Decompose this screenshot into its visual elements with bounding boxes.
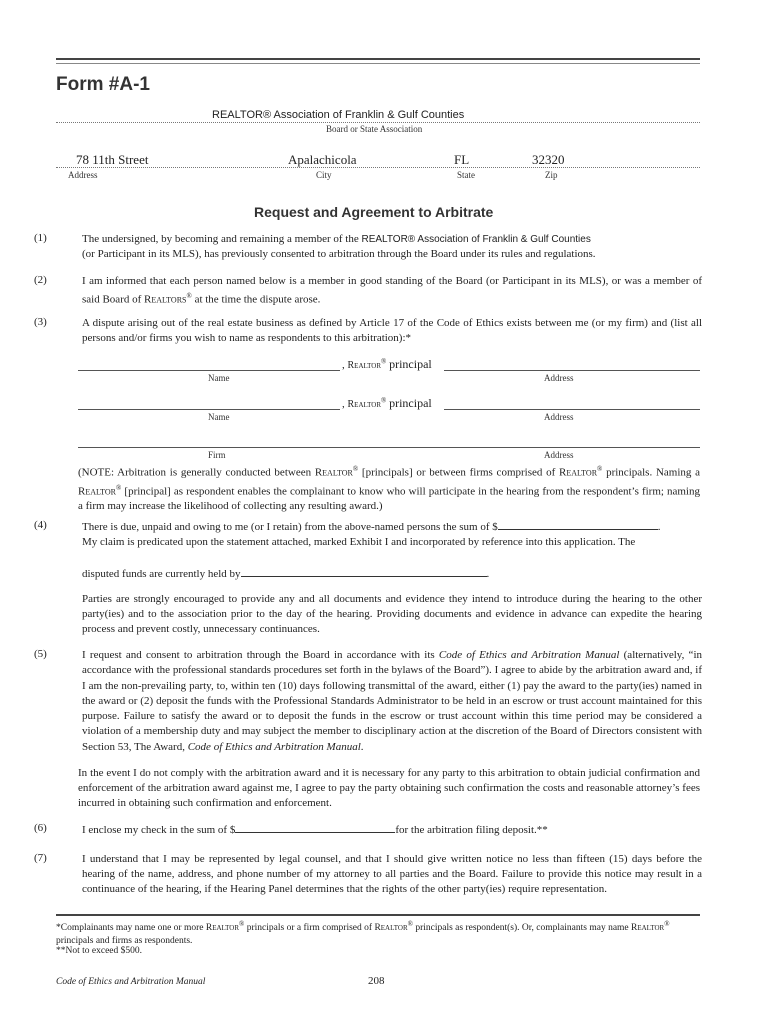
p5-event: In the event I do not comply with the arbitration award and it is necessary for any party to this arbitration to obtain judicial confirmation and enforcement of the arbitration award against me, I agree to pay the party obtaining such confirmation the costs and reasonable attorney’s fees incurred in obtaining such confirmation and enforcement. <box>78 767 700 809</box>
p1-text-b: (or Participant in its MLS), has previously consented to arbitration through the Board under its rules and regulations. <box>82 248 596 260</box>
p4-text-a: There is due, unpaid and owing to me (or I retain) from the above-named persons the sum of $ <box>82 521 498 533</box>
zip-value: 32320 <box>532 152 565 167</box>
reg-mark: ® <box>381 357 387 366</box>
address-line <box>56 167 700 168</box>
respondent2-name-label: Name <box>208 412 230 422</box>
principal-label: principal <box>389 357 432 371</box>
p5-manual: Code of Ethics and Arbitration Manual <box>187 740 361 753</box>
p1-number: (1) <box>34 232 47 244</box>
note-text-c: principals. Naming a <box>602 466 701 479</box>
respondent2-address-line[interactable] <box>444 409 700 410</box>
street-value: 78 11th Street <box>76 152 149 167</box>
zip-label: Zip <box>545 170 558 180</box>
p6-text-b: for the arbitration filing deposit.** <box>395 824 548 836</box>
realtor-label: Realtor <box>347 399 382 410</box>
state-label: State <box>457 170 475 180</box>
p5-manual: Code of Ethics and Arbitration Manual <box>438 649 620 661</box>
p4-parties: Parties are strongly encouraged to provide any and all documents and evidence they intend to introduce during the hearing to the other party(ies) and to the association prior to the day of the hearing. Providing documents and evidence in advance can expedite the hearing process and prevent costly, unnecessary continuances. <box>82 593 702 635</box>
p5-text-c: . <box>360 740 364 753</box>
p2-text <box>82 274 702 308</box>
document-title: Request and Agreement to Arbitrate <box>254 204 494 220</box>
footnote-1 <box>56 918 700 948</box>
top-rule <box>56 58 700 60</box>
respondent1-address-line[interactable] <box>444 370 700 371</box>
association-line <box>56 122 700 123</box>
note-reg: ® <box>597 465 603 473</box>
p5-text <box>82 648 702 755</box>
form-title: Form #A-1 <box>56 74 150 95</box>
p4-sum-line[interactable] <box>498 519 658 530</box>
city-label: City <box>316 170 332 180</box>
p5-text-b: (alternatively, “in accordance with the professional standards procedures set forth in the bylaws of the Board”). I agree to abide by the arbitration award and, if I am the non-prevailing party, to, within ten (10) days following transmittal of the award, either (1) pay the award to the party(ies) named in the award or (2) deposit the funds with the Professional Standards Administrator to be held in an escrow or trust account maintained for this purpose. Failure to satisfy the award or to deposit the funds in the escrow or trust account within this time period may be considered a violation of a membership duty and may subject the member to disciplinary action at the discretion of the Board of Directors consistent with Section 53, The Award, <box>82 649 702 753</box>
note-realtor: Realtor <box>559 466 598 479</box>
footnote-reg: ® <box>664 920 670 928</box>
p2-reg: ® <box>186 292 192 300</box>
realtor-label: Realtor <box>347 360 382 371</box>
street-label: Address <box>68 170 98 180</box>
note-reg: ® <box>352 465 359 473</box>
top-rule-thin <box>56 63 700 64</box>
p6-text <box>82 822 702 838</box>
p2-number: (2) <box>34 274 47 286</box>
association-name: REALTOR® Association of Franklin & Gulf Counties <box>212 109 465 121</box>
footnote-1-c: principals as respondent(s). Or, complainants may name <box>412 923 632 934</box>
note-text <box>78 462 700 514</box>
respondent1-name-label: Name <box>208 373 230 383</box>
p2-realtors: Realtors <box>144 293 187 306</box>
p4-disputed-b: . <box>486 568 490 580</box>
p5-number: (5) <box>34 648 47 660</box>
state-value: FL <box>454 152 470 167</box>
city-value: Apalachicola <box>288 152 357 167</box>
note-realtor: Realtor <box>78 485 117 498</box>
p5-text-a: I request and consent to arbitration through the Board in accordance with its <box>82 649 439 661</box>
footnote-1-d: principals and firms as respondents. <box>56 936 193 947</box>
footnote-realtor: Realtor <box>374 923 408 934</box>
p6-check-line[interactable] <box>235 822 395 833</box>
firm-line[interactable] <box>78 447 700 448</box>
p2-text-b: at the time the dispute arose. <box>191 293 321 306</box>
association-caption: Board or State Association <box>326 124 423 134</box>
note-realtor: Realtor <box>314 466 353 479</box>
respondent1-realtor-principal <box>342 357 432 372</box>
note-text-d: [principal] as respondent enables the complainant to know who will participate in the hearing from the respondent’s firm; naming a firm may increase the likelihood of collecting any resulting award.) <box>78 485 700 513</box>
reg-mark: ® <box>381 396 387 405</box>
footnote-reg: ® <box>239 920 245 928</box>
p4-disputed <box>82 566 702 582</box>
note-text-b: [principals] or between firms comprised of <box>358 466 560 479</box>
note-reg: ® <box>116 483 122 492</box>
p4-disputed-line[interactable] <box>241 566 487 577</box>
respondent2-realtor-principal <box>342 396 432 411</box>
firm-address-label: Address <box>544 450 574 460</box>
footnote-1-b: principals or a firm comprised of <box>244 923 375 934</box>
footnote-realtor: Realtor <box>631 923 665 934</box>
p7-text: I understand that I may be represented by legal counsel, and that I should give written notice no less than fifteen (15) days before the hearing of the name, address, and phone number of my attorney to all parties and the Board. Failure to provide this notice may result in a continuance of the hearing, if the Hearing Panel determines that the rights of the other party(ies) require representation. <box>82 853 702 895</box>
p4-disputed-a: disputed funds are currently held by <box>82 568 241 580</box>
p4-text-b: . <box>657 521 661 533</box>
respondent1-name-line[interactable] <box>78 370 340 371</box>
footnote-2: **Not to exceed $500. <box>56 946 143 956</box>
footnote-reg: ® <box>407 920 413 928</box>
footnote-realtor: Realtor <box>205 923 240 934</box>
respondent1-address-label: Address <box>544 373 574 383</box>
p4-text-c: My claim is predicated upon the statement attached, marked Exhibit I and incorporated by reference into this application. The <box>82 536 636 548</box>
p3-text: A dispute arising out of the real estate business as defined by Article 17 of the Code of Ethics exists between me (or my firm) and (list all persons and/or firms you wish to name as respondents to this arbitration):* <box>82 317 702 344</box>
footnote-1-a: *Complainants may name one or more <box>56 923 206 934</box>
p6-number: (6) <box>34 822 47 834</box>
respondent2-address-label: Address <box>544 412 574 422</box>
p4-text <box>82 519 702 550</box>
principal-label: principal <box>389 396 432 410</box>
p1-text-a: The undersigned, by becoming and remaining a member of the <box>82 233 362 245</box>
comma: , <box>342 359 345 371</box>
p2-text-a: I am informed that each person named below is a member in good standing of the Board (or Participant in its MLS), or was a member of said Board of <box>82 275 702 306</box>
comma: , <box>342 398 345 410</box>
p3-number: (3) <box>34 316 47 328</box>
firm-label: Firm <box>208 450 226 460</box>
p1-text <box>82 232 702 262</box>
p1-association: REALTOR® Association of Franklin & Gulf Counties <box>361 234 591 245</box>
note-text-a: (NOTE: Arbitration is generally conducted between <box>78 466 315 479</box>
footnote-rule <box>56 914 700 916</box>
p6-text-a: I enclose my check in the sum of $ <box>82 824 236 836</box>
respondent2-name-line[interactable] <box>78 409 340 410</box>
page-number: 208 <box>368 975 385 987</box>
p7-number: (7) <box>34 852 47 864</box>
p4-number: (4) <box>34 519 47 531</box>
footer-manual: Code of Ethics and Arbitration Manual <box>56 977 206 987</box>
